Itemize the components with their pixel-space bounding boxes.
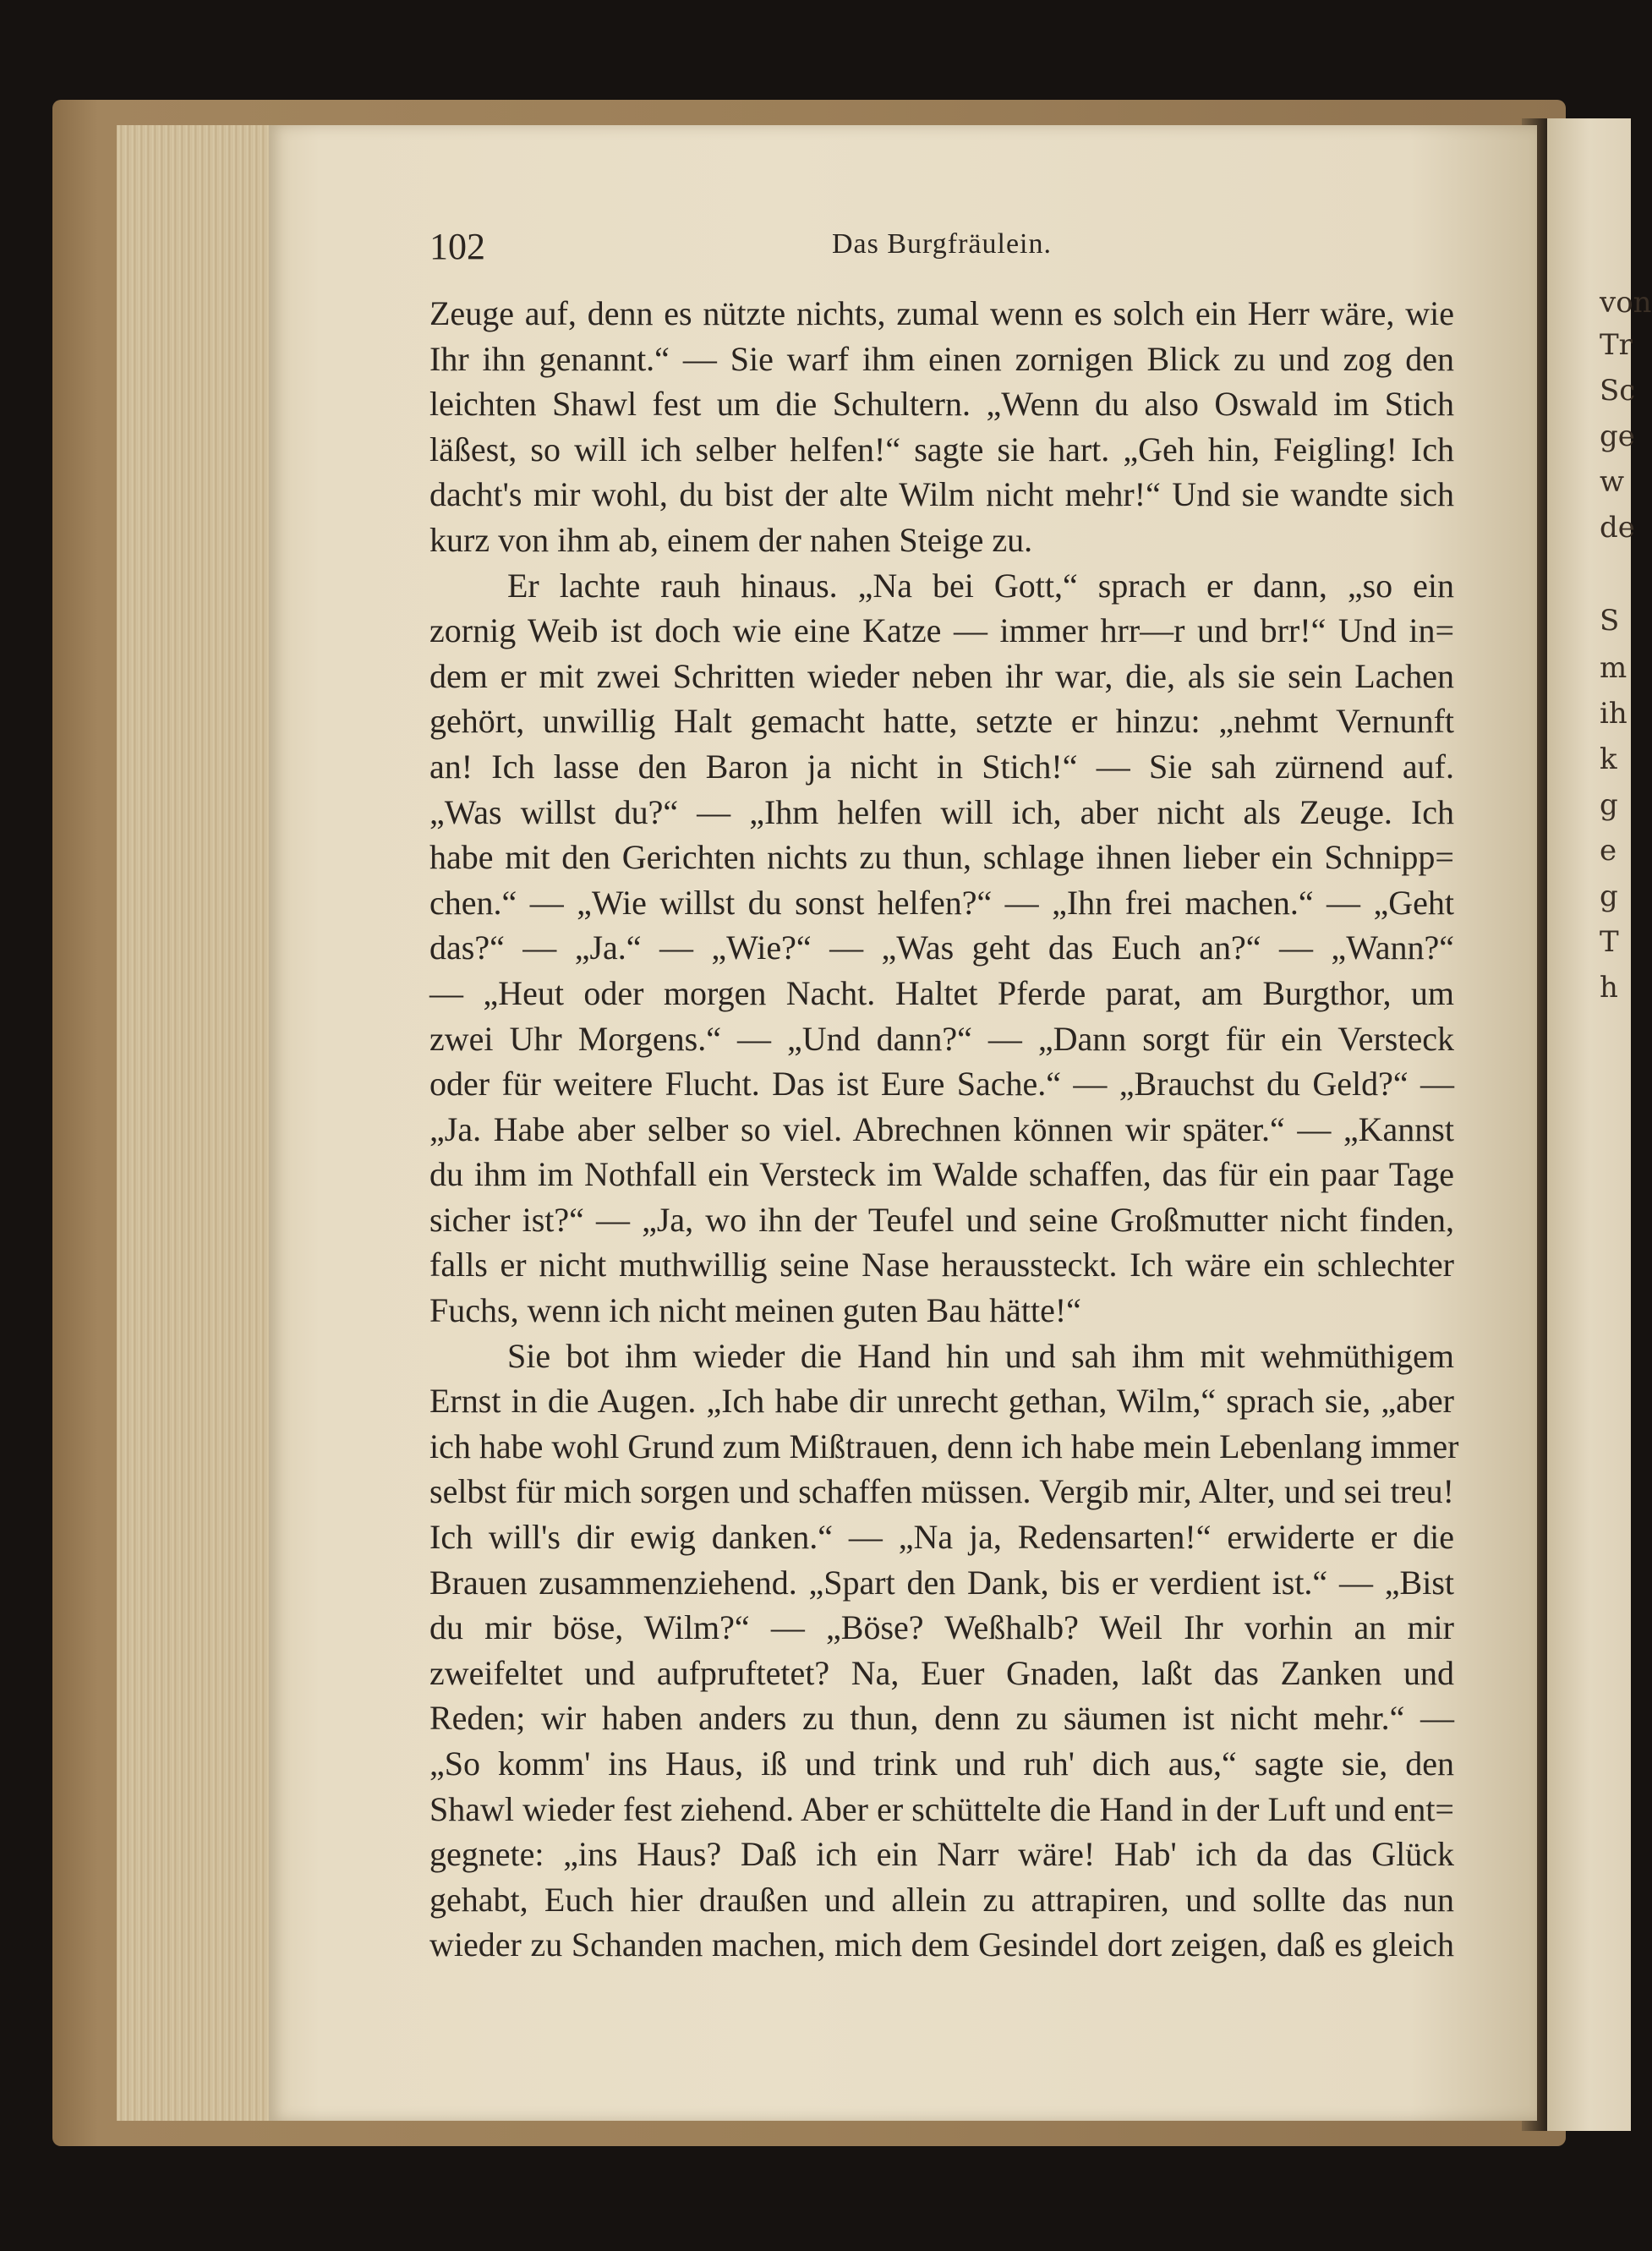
text-line: du mir böse, Wilm?“ — „Böse? Weßhalb? Weil Ihr vorhin an mir — [429, 1608, 1454, 1647]
facing-page-fragment: g — [1600, 879, 1618, 913]
text-line: an! Ich lasse den Baron ja nicht in Stich!“ — Sie sah zürnend auf. — [429, 747, 1454, 786]
facing-page-fragment: w — [1600, 465, 1625, 499]
text-line: Ich will's dir ewig danken.“ — „Na ja, Redensarten!“ erwiderte er die — [429, 1518, 1454, 1557]
text-line: Fuchs, wenn ich nicht meinen guten Bau hätte!“ — [429, 1291, 1081, 1330]
facing-page-fragment: Sc — [1600, 374, 1636, 408]
text-line: du ihm im Nothfall ein Versteck im Walde schaffen, das für ein paar Tage — [429, 1155, 1454, 1194]
text-line: sicher ist?“ — „Ja, wo ihn der Teufel und seine Großmutter nicht finden, — [429, 1200, 1454, 1239]
text-line: oder für weitere Flucht. Das ist Eure Sache.“ — „Brauchst du Geld?“ — — [429, 1065, 1454, 1104]
text-line: „Was willst du?“ — „Ihm helfen will ich, aber nicht als Zeuge. Ich — [429, 792, 1454, 831]
text-line: Reden; wir haben anders zu thun, denn zu säumen ist nicht mehr.“ — — [429, 1699, 1454, 1738]
text-line: „Ja. Habe aber selber so viel. Abrechnen können wir später.“ — „Kannst — [429, 1109, 1454, 1148]
facing-page-fragment: Tr — [1600, 328, 1633, 362]
facing-page-fragment: ge — [1600, 419, 1635, 453]
facing-page-fragment: e — [1600, 834, 1617, 868]
facing-page-fragment: h — [1600, 971, 1618, 1005]
text-line: ich habe wohl Grund zum Mißtrauen, denn ich habe mein Lebenlang immer — [429, 1427, 1459, 1465]
facing-page-fragment: k — [1600, 742, 1617, 776]
text-line: zweifeltet und aufpruftetet? Na, Euer Gnaden, laßt das Zanken und — [429, 1653, 1454, 1692]
facing-page-fragment: ih — [1600, 697, 1627, 731]
facing-page-fragment: g — [1600, 788, 1618, 822]
body-text — [429, 291, 1459, 1968]
text-line: Zeuge auf, denn es nützte nichts, zumal wenn es solch ein Herr wäre, wie — [429, 294, 1454, 332]
text-line: Ernst in die Augen. „Ich habe dir unrecht gethan, Wilm,“ sprach sie, „aber — [429, 1382, 1454, 1421]
text-line: gehabt, Euch hier draußen und allein zu attrapiren, und sollte das nun — [429, 1880, 1454, 1919]
text-line: habe mit den Gerichten nichts zu thun, schlage ihnen lieber ein Schnipp= — [429, 838, 1454, 877]
text-line: zwei Uhr Morgens.“ — „Und dann?“ — „Dann sorgt für ein Versteck — [429, 1019, 1454, 1058]
text-line: Er lachte rauh hinaus. „Na bei Gott,“ sprach er dann, „so ein — [507, 566, 1454, 605]
text-line: „So komm' ins Haus, iß und trink und ruh' dich aus,“ sagte sie, den — [429, 1744, 1454, 1783]
facing-page-fragment: von — [1600, 286, 1652, 320]
text-line: gegnete: „ins Haus? Daß ich ein Narr wäre! Hab' ich da das Glück — [429, 1835, 1454, 1874]
text-line: das?“ — „Ja.“ — „Wie?“ — „Was geht das Euch an?“ — „Wann?“ — [429, 928, 1454, 967]
text-line: — „Heut oder morgen Nacht. Haltet Pferde parat, am Burgthor, um — [429, 973, 1454, 1012]
page-header — [429, 225, 1454, 276]
facing-page-fragment: de — [1600, 511, 1635, 545]
facing-page-fragment: S — [1600, 604, 1620, 638]
page-edges — [117, 125, 287, 2121]
text-line: leichten Shawl fest um die Schultern. „Wenn du also Oswald im Stich — [429, 385, 1454, 424]
running-title: Das Burgfräulein. — [832, 228, 1052, 260]
text-line: Brauen zusammenziehend. „Spart den Dank, bis er verdient ist.“ — „Bist — [429, 1563, 1454, 1602]
text-line: zornig Weib ist doch wie eine Katze — immer hrr—r und brr!“ Und in= — [429, 611, 1454, 650]
facing-page-edge — [1547, 118, 1652, 2131]
text-line: Shawl wieder fest ziehend. Aber er schüttelte die Hand in der Luft und ent= — [429, 1789, 1454, 1828]
text-line: Sie bot ihm wieder die Hand hin und sah ihm mit wehmüthigem — [507, 1336, 1454, 1375]
facing-page-fragment: T — [1600, 925, 1619, 959]
text-line: dacht's mir wohl, du bist der alte Wilm nicht mehr!“ Und sie wandte sich — [429, 475, 1454, 514]
text-line: falls er nicht muthwillig seine Nase heraussteckt. Ich wäre ein schlechter — [429, 1246, 1454, 1284]
facing-page-fragment: m — [1600, 651, 1627, 685]
page-number: 102 — [429, 226, 485, 267]
text-line: läßest, so will ich selber helfen!“ sagte sie hart. „Geh hin, Feigling! Ich — [429, 430, 1454, 468]
text-line: selbst für mich sorgen und schaffen müssen. Vergib mir, Alter, und sei treu! — [429, 1472, 1454, 1511]
text-line: gehört, unwillig Halt gemacht hatte, setzte er hinzu: „nehmt Vernunft — [429, 702, 1454, 741]
text-line: kurz von ihm ab, einem der nahen Steige zu. — [429, 520, 1033, 559]
text-line: chen.“ — „Wie willst du sonst helfen?“ — „Ihn frei machen.“ — „Geht — [429, 883, 1454, 922]
text-line: dem er mit zwei Schritten wieder neben ihr war, die, als sie sein Lachen — [429, 656, 1454, 695]
text-line: wieder zu Schanden machen, mich dem Gesindel dort zeigen, daß es gleich — [429, 1925, 1454, 1964]
text-line: Ihr ihn genannt.“ — Sie warf ihm einen zornigen Blick zu und zog den — [429, 339, 1454, 378]
